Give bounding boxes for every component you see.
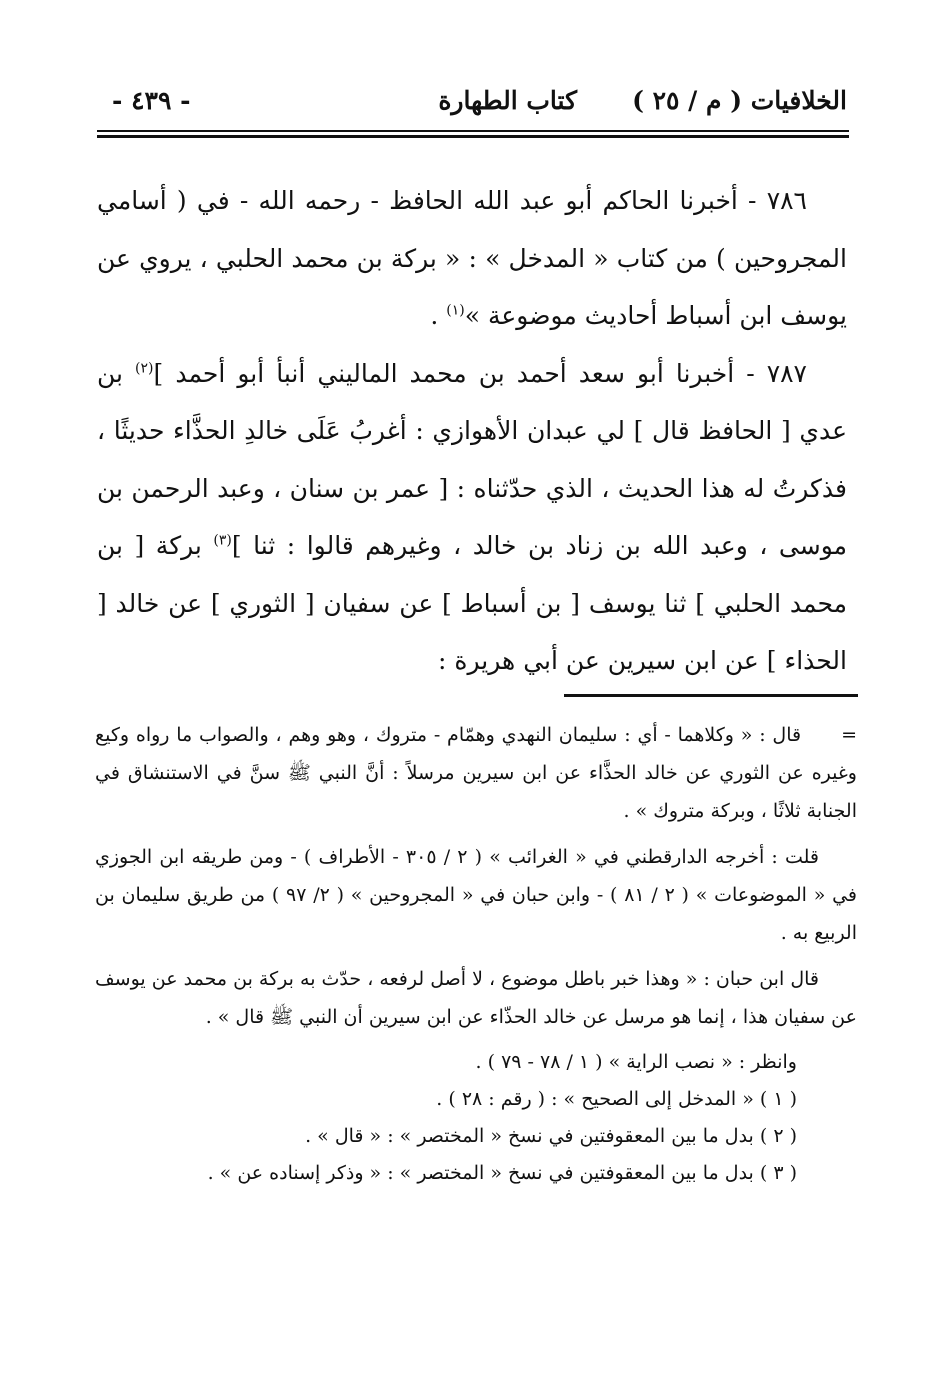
book-title: الخلافيات ( م / ٢٥ )	[632, 86, 847, 115]
footnote-3: ( ٣ ) بدل ما بين المعقوفتين في نسخ « المختصر » : « وذكر إسناده عن » .	[207, 1162, 797, 1184]
hadith-787-text-part1: ٧٨٧ - أخبرنا أبو سعد أحمد بن محمد الماليني أنبأ أبو أحمد ]	[153, 358, 807, 388]
note-continuation-text: قال : « وكلاهما - أي : سليمان النهدي وهمّام - متروك ، وهو وهم ، والصواب ما رواه وكيع وغيره عن الثوري عن خالد الحذَّاء عن ابن سيرين مرسلاً : أنَّ النبي ﷺ سنَّ في الاستنشاق في الجنابة ثلاثًا ، وبركة متروك » .	[95, 724, 857, 822]
chapter-title: كتاب الطهارة	[438, 86, 577, 115]
hadith-787-text-part3: بركة [ بن محمد الحلبي ] ثنا يوسف [ بن أسباط ] عن سفيان [ الثوري ] عن خالد [ الحذاء ] عن ابن سيرين عن أبي هريرة :	[97, 531, 847, 675]
see-also: وانظر : « نصب الراية » ( ١ / ٧٨ - ٧٩ ) .	[475, 1051, 797, 1073]
running-header	[112, 82, 847, 122]
footnote-1: ( ١ ) « المدخل إلى الصحيح » : ( رقم : ٢٨ ) .	[436, 1088, 797, 1110]
footnote-ref-2[interactable]: (٢)	[135, 360, 154, 377]
page-number: - ٤٣٩ -	[112, 86, 191, 115]
note-ibn-hibban: قال ابن حبان : « وهذا خبر باطل موضوع ، لا أصل لرفعه ، حدّث به بركة بن محمد عن يوسف عن سفيان هذا ، إنما هو مرسل عن خالد الحذّاء عن ابن سيرين أن النبي ﷺ قال » .	[95, 968, 857, 1028]
note-takhrij: قلت : أخرجه الدارقطني في « الغرائب » ( ٢ / ٣٠٥ - الأطراف ) - ومن طريقه ابن الجوزي في « الموضوعات » ( ٢ / ٨١ ) - وابن حبان في « المجروحين » ( ٢/ ٩٧ ) من طريق سليمان بن الربيع به .	[95, 846, 858, 944]
main-text	[97, 172, 847, 690]
hadith-786-text: ٧٨٦ - أخبرنا الحاكم أبو عبد الله الحافظ - رحمه الله - في ( أسامي المجروحين ) من كتاب « المدخل » : « بركة بن محمد الحلبي ، يروي عن يوسف ابن أسباط أحاديث موضوعة »	[97, 186, 847, 330]
footnotes-area	[95, 716, 857, 1192]
footnote-ref-3[interactable]: (٣)	[213, 532, 232, 549]
continuation-marker: =	[841, 724, 857, 746]
footnote-list	[95, 1044, 857, 1192]
footnote-separator	[564, 694, 858, 697]
note-continuation	[95, 716, 857, 830]
hadith-787	[97, 345, 847, 690]
hadith-787-text-part2: بن عدي [ الحافظ قال ] لي عبدان الأهوازي : أغربُ عَلَى خالدِ الحذَّاء حديثًا ، فذكرتُ له هذا الحديث ، الذي حدّثناه : [ عمر بن سنان ، وعبد الرحمن بن موسى ، وعبد الله بن زناد بن خالد ، وغيرهم قالوا : ثنا ]	[97, 358, 847, 560]
hadith-786	[97, 172, 847, 345]
footnote-2: ( ٢ ) بدل ما بين المعقوفتين في نسخ « المختصر » : « قال » .	[305, 1125, 797, 1147]
footnote-ref-1[interactable]: (١)	[446, 302, 465, 319]
hadith-786-tail: .	[430, 301, 447, 330]
header-rule-thin	[97, 130, 849, 132]
header-rule-thick	[97, 135, 849, 138]
